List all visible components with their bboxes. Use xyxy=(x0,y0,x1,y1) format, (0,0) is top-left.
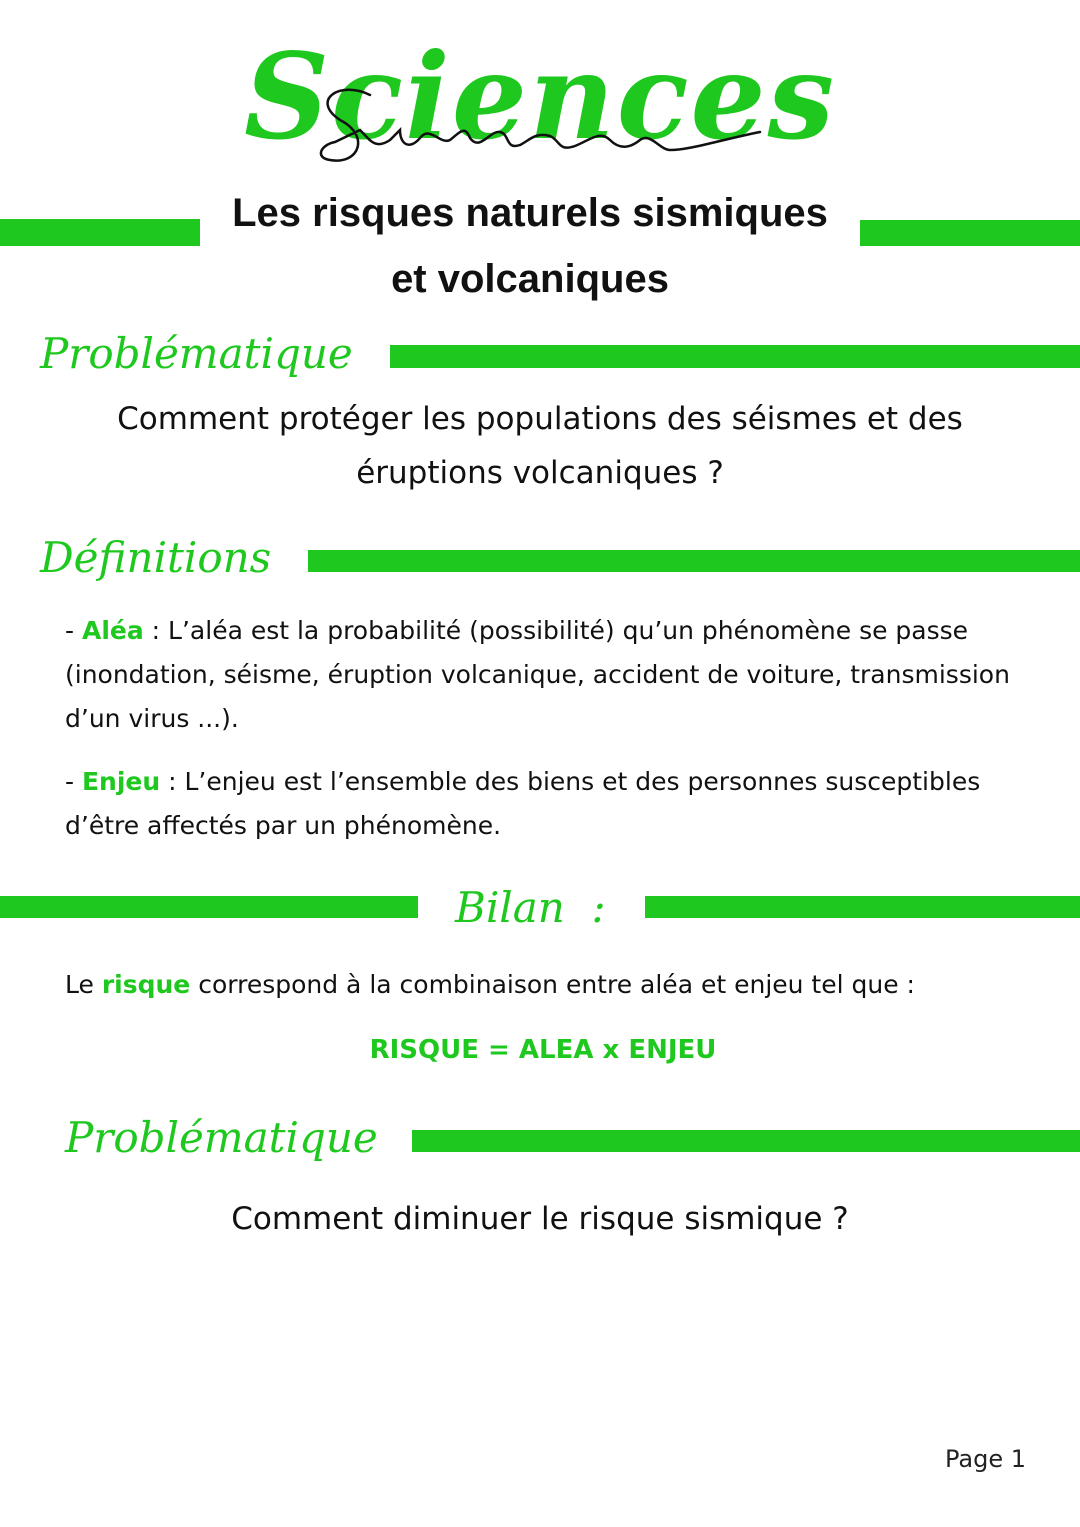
page-title-line1: Les risques naturels sismiques xyxy=(232,191,828,235)
section-heading-problematique-2: Problématique xyxy=(65,1113,378,1162)
risk-formula: RISQUE = ALEA x ENJEU xyxy=(369,1035,717,1065)
page-title-line2: et volcaniques xyxy=(391,257,669,301)
definition-alea: - Aléa : L’aléa est la probabilité (possibilité) qu’un phénomène se passe (inondation, séisme, éruption volcanique, accident de voiture, transmission d’un virus ...). xyxy=(65,616,1010,733)
page-number: Page 1 xyxy=(945,1445,1026,1473)
bilan-text: Le risque correspond à la combinaison entre aléa et enjeu tel que : xyxy=(65,970,915,999)
question-line2: éruptions volcaniques ? xyxy=(356,455,724,491)
question-line1: Comment protéger les populations des séismes et des xyxy=(117,401,963,437)
logo-script-flourish xyxy=(300,70,780,170)
divider-bar xyxy=(308,550,1080,572)
divider-bar xyxy=(412,1130,1080,1152)
definition-enjeu: - Enjeu : L’enjeu est l’ensemble des biens et des personnes susceptibles d’être affectés par un phénomène. xyxy=(65,767,981,840)
divider-bar xyxy=(0,896,418,918)
section-heading-bilan: Bilan : xyxy=(455,883,606,932)
term-alea: Aléa xyxy=(81,616,144,645)
section-heading-definitions: Définitions xyxy=(40,533,272,582)
section-heading-problematique: Problématique xyxy=(40,329,353,378)
question-2: Comment diminuer le risque sismique ? xyxy=(231,1201,849,1237)
divider-bar xyxy=(390,345,1080,368)
divider-bar xyxy=(645,896,1080,918)
logo-sciences: Sciences xyxy=(243,27,837,166)
term-risque: risque xyxy=(101,970,191,999)
term-enjeu: Enjeu xyxy=(81,767,161,796)
